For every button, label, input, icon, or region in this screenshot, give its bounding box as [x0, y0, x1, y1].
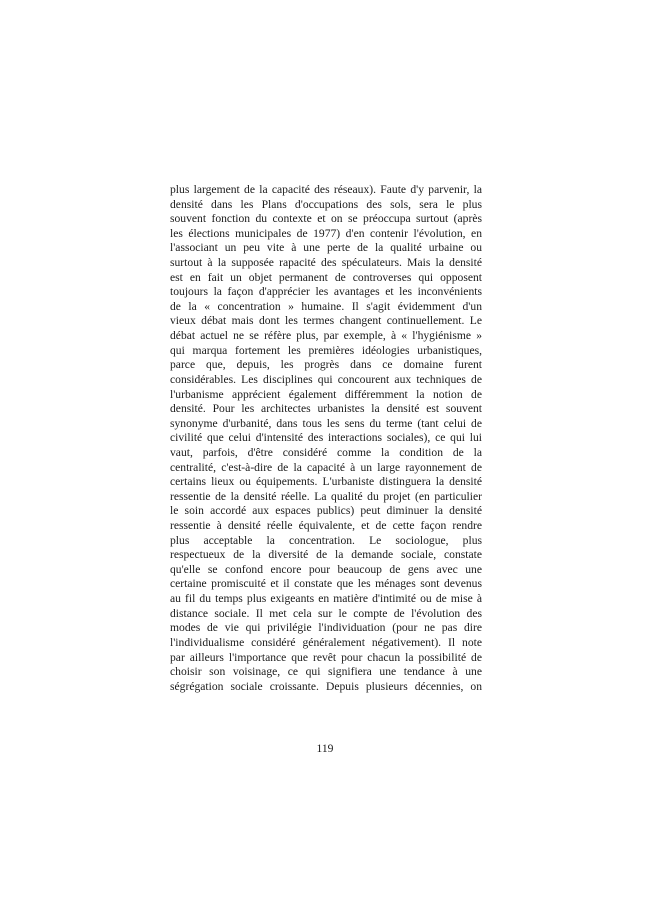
text-line: civilité que celui d'intensité des interactions sociales), ce qui lui — [170, 431, 482, 445]
text-line: respectueux de la diversité de la demande sociale, constate — [170, 548, 482, 562]
text-line: l'associant un peu vite à une perte de la qualité urbaine ou — [170, 241, 482, 255]
text-line: ressentie à densité réelle équivalente, et de cette façon rendre — [170, 519, 482, 533]
text-line: densité. Pour les architectes urbanistes la densité est souvent — [170, 402, 482, 416]
text-line: parce que, depuis, les progrès dans ce domaine furent — [170, 358, 482, 372]
text-line: ressentie de la densité réelle. La qualité du projet (en particulier — [170, 489, 482, 503]
text-line: ségrégation sociale croissante. Depuis plusieurs décennies, on — [170, 679, 482, 693]
text-line: vieux débat mais dont les termes changent continuellement. Le — [170, 314, 482, 328]
text-line: certaine promiscuité et il constate que les ménages sont devenus — [170, 577, 482, 591]
text-line: modes de vie qui privilégie l'individuation (pour ne pas dire — [170, 621, 482, 635]
text-line: de la « concentration » humaine. Il s'agit évidemment d'un — [170, 299, 482, 313]
text-line: l'urbanisme apprécient également différemment la notion de — [170, 387, 482, 401]
text-line: qu'elle se confond encore pour beaucoup de gens avec une — [170, 562, 482, 576]
text-line: densité dans les Plans d'occupations des sols, sera le plus — [170, 197, 482, 211]
text-line: l'individualisme considéré généralement négativement). Il note — [170, 635, 482, 649]
text-line: souvent fonction du contexte et on se préoccupa surtout (après — [170, 212, 482, 226]
text-line: toujours la façon d'apprécier les avantages et les inconvénients — [170, 285, 482, 299]
text-line: qui marqua fortement les premières idéologies urbanistiques, — [170, 343, 482, 357]
text-line: certains lieux ou équipements. L'urbaniste distinguera la densité — [170, 475, 482, 489]
text-line: plus largement de la capacité des réseaux). Faute d'y parvenir, la — [170, 183, 482, 196]
text-line: surtout à la supposée rapacité des spéculateurs. Mais la densité — [170, 256, 482, 270]
text-line: distance sociale. Il met cela sur le compte de l'évolution des — [170, 606, 482, 620]
text-line: les élections municipales de 1977) d'en contenir l'évolution, en — [170, 226, 482, 240]
text-line: choisir son voisinage, ce qui signifiera une tendance à une — [170, 665, 482, 679]
body-paragraph — [170, 183, 482, 694]
text-line: centralité, c'est-à-dire de la capacité à un large rayonnement de — [170, 460, 482, 474]
text-line: plus acceptable la concentration. Le sociologue, plus — [170, 533, 482, 547]
text-line: par ailleurs l'importance que revêt pour chacun la possibilité de — [170, 650, 482, 664]
text-line: au fil du temps plus exigeants en matière d'intimité ou de mise à — [170, 592, 482, 606]
text-line: le soin accordé aux espaces publics) peut diminuer la densité — [170, 504, 482, 518]
text-line: synonyme d'urbanité, dans tous les sens du terme (tant celui de — [170, 416, 482, 430]
text-line: est en fait un objet permanent de controverses qui opposent — [170, 270, 482, 284]
text-line: considérables. Les disciplines qui concourent aux techniques de — [170, 372, 482, 386]
page-number: 119 — [316, 742, 334, 755]
text-line: vaut, parfois, d'être considéré comme la condition de la — [170, 445, 482, 459]
text-line: débat actuel ne se réfère plus, par exemple, à « l'hygiénisme » — [170, 329, 482, 343]
